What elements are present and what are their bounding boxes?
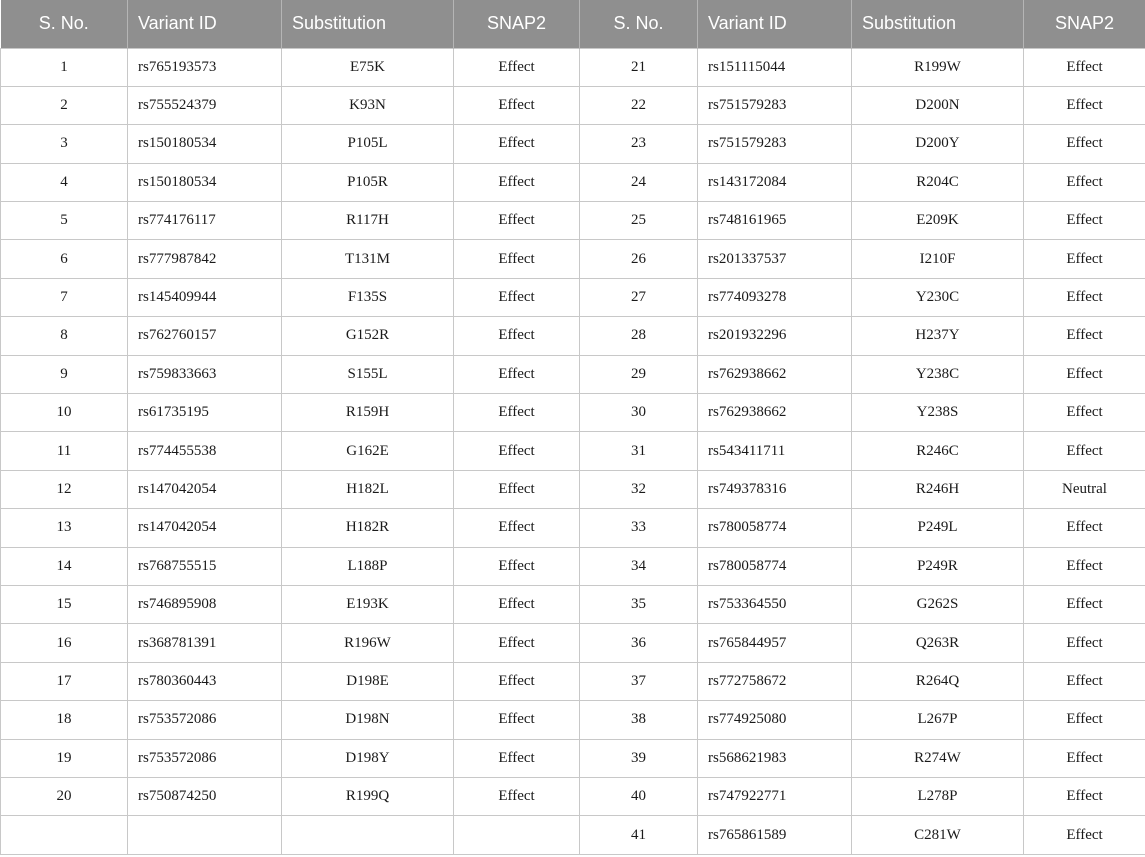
cell-substitution-left: G162E [282, 432, 454, 470]
cell-snap2-right: Effect [1024, 48, 1145, 86]
cell-substitution-left: F135S [282, 278, 454, 316]
cell-sno-left: 6 [1, 240, 128, 278]
cell-substitution-right: R264Q [852, 662, 1024, 700]
cell-substitution-left: D198Y [282, 739, 454, 777]
cell-snap2-right: Effect [1024, 701, 1145, 739]
table-row [1, 432, 1145, 470]
cell-substitution-right: E209K [852, 202, 1024, 240]
cell-substitution-right: I210F [852, 240, 1024, 278]
cell-variant-id-left: rs774176117 [128, 202, 282, 240]
cell-substitution-left: L188P [282, 547, 454, 585]
cell-variant-id-right: rs751579283 [698, 86, 852, 124]
cell-substitution-right: R246H [852, 470, 1024, 508]
cell-variant-id-left: rs746895908 [128, 585, 282, 623]
cell-sno-right: 21 [580, 48, 698, 86]
table-row [1, 240, 1145, 278]
cell-snap2-left: Effect [454, 739, 580, 777]
cell-substitution-right: Y230C [852, 278, 1024, 316]
cell-sno-right: 39 [580, 739, 698, 777]
table-row [1, 470, 1145, 508]
table-row [1, 816, 1145, 854]
table-row [1, 355, 1145, 393]
cell-variant-id-left: rs755524379 [128, 86, 282, 124]
cell-snap2-right: Effect [1024, 240, 1145, 278]
cell-snap2-left: Effect [454, 509, 580, 547]
header-substitution-right: Substitution [852, 0, 1024, 48]
cell-variant-id-left: rs145409944 [128, 278, 282, 316]
table-row [1, 163, 1145, 201]
cell-variant-id-left: rs762760157 [128, 317, 282, 355]
cell-snap2-left: Effect [454, 355, 580, 393]
cell-variant-id-right: rs753364550 [698, 585, 852, 623]
cell-snap2-left: Effect [454, 86, 580, 124]
cell-sno-left: 13 [1, 509, 128, 547]
cell-substitution-left: P105L [282, 125, 454, 163]
cell-snap2-right: Effect [1024, 739, 1145, 777]
cell-substitution-left: K93N [282, 86, 454, 124]
cell-sno-right: 26 [580, 240, 698, 278]
cell-sno-left: 4 [1, 163, 128, 201]
header-snap2-left: SNAP2 [454, 0, 580, 48]
cell-substitution-left: E75K [282, 48, 454, 86]
cell-sno-left: 19 [1, 739, 128, 777]
cell-sno-right: 23 [580, 125, 698, 163]
cell-snap2-right: Effect [1024, 278, 1145, 316]
cell-variant-id-right: rs774093278 [698, 278, 852, 316]
cell-sno-left: 7 [1, 278, 128, 316]
cell-substitution-left: D198E [282, 662, 454, 700]
cell-substitution-right: L278P [852, 777, 1024, 815]
table-row [1, 662, 1145, 700]
cell-snap2-left: Effect [454, 777, 580, 815]
table-row [1, 48, 1145, 86]
cell-sno-right: 22 [580, 86, 698, 124]
cell-variant-id-left: rs774455538 [128, 432, 282, 470]
cell-variant-id-left: rs753572086 [128, 701, 282, 739]
cell-variant-id-left: rs147042054 [128, 509, 282, 547]
cell-sno-right: 27 [580, 278, 698, 316]
table-row [1, 585, 1145, 623]
cell-snap2-right: Effect [1024, 317, 1145, 355]
cell-sno-left: 15 [1, 585, 128, 623]
cell-variant-id-right: rs568621983 [698, 739, 852, 777]
table-row [1, 777, 1145, 815]
cell-snap2-right: Effect [1024, 394, 1145, 432]
cell-sno-right: 41 [580, 816, 698, 854]
table-row [1, 394, 1145, 432]
cell-snap2-right: Effect [1024, 585, 1145, 623]
cell-sno-right: 25 [580, 202, 698, 240]
cell-substitution-left: T131M [282, 240, 454, 278]
cell-substitution-left: S155L [282, 355, 454, 393]
cell-snap2-right: Effect [1024, 547, 1145, 585]
header-sno-right: S. No. [580, 0, 698, 48]
cell-variant-id-left: rs61735195 [128, 394, 282, 432]
cell-sno-left: 2 [1, 86, 128, 124]
cell-snap2-left: Effect [454, 48, 580, 86]
cell-variant-id-left: rs368781391 [128, 624, 282, 662]
cell-variant-id-right: rs201337537 [698, 240, 852, 278]
cell-substitution-right: Q263R [852, 624, 1024, 662]
cell-variant-id-left: rs765193573 [128, 48, 282, 86]
table-row [1, 278, 1145, 316]
cell-snap2-right: Effect [1024, 432, 1145, 470]
table-row [1, 739, 1145, 777]
cell-snap2-left: Effect [454, 585, 580, 623]
cell-variant-id-right: rs751579283 [698, 125, 852, 163]
cell-variant-id-left: rs750874250 [128, 777, 282, 815]
cell-snap2-left: Effect [454, 662, 580, 700]
cell-substitution-left: H182L [282, 470, 454, 508]
table-row [1, 86, 1145, 124]
cell-variant-id-right: rs143172084 [698, 163, 852, 201]
cell-substitution-left: G152R [282, 317, 454, 355]
cell-snap2-left: Effect [454, 125, 580, 163]
header-variant-right: Variant ID [698, 0, 852, 48]
cell-variant-id-right: rs780058774 [698, 547, 852, 585]
cell-substitution-left: P105R [282, 163, 454, 201]
table-row [1, 547, 1145, 585]
cell-variant-id-left: rs768755515 [128, 547, 282, 585]
cell-sno-right: 35 [580, 585, 698, 623]
header-variant-left: Variant ID [128, 0, 282, 48]
cell-snap2-right: Effect [1024, 816, 1145, 854]
cell-sno-left: 12 [1, 470, 128, 508]
cell-substitution-left: H182R [282, 509, 454, 547]
cell-variant-id-right: rs748161965 [698, 202, 852, 240]
cell-snap2-right: Effect [1024, 125, 1145, 163]
cell-variant-id-left [128, 816, 282, 854]
cell-substitution-left: R199Q [282, 777, 454, 815]
cell-substitution-right: H237Y [852, 317, 1024, 355]
cell-sno-left [1, 816, 128, 854]
cell-snap2-left: Effect [454, 624, 580, 662]
cell-variant-id-left: rs759833663 [128, 355, 282, 393]
cell-substitution-right: Y238S [852, 394, 1024, 432]
cell-substitution-left: R196W [282, 624, 454, 662]
cell-substitution-right: C281W [852, 816, 1024, 854]
cell-snap2-right: Effect [1024, 777, 1145, 815]
cell-snap2-left [454, 816, 580, 854]
cell-sno-right: 31 [580, 432, 698, 470]
cell-sno-left: 5 [1, 202, 128, 240]
cell-snap2-left: Effect [454, 317, 580, 355]
cell-substitution-left: R159H [282, 394, 454, 432]
cell-substitution-left: R117H [282, 202, 454, 240]
cell-variant-id-right: rs201932296 [698, 317, 852, 355]
cell-sno-left: 3 [1, 125, 128, 163]
cell-substitution-right: G262S [852, 585, 1024, 623]
cell-variant-id-left: rs777987842 [128, 240, 282, 278]
cell-variant-id-right: rs747922771 [698, 777, 852, 815]
cell-variant-id-left: rs150180534 [128, 163, 282, 201]
cell-snap2-left: Effect [454, 432, 580, 470]
cell-variant-id-left: rs753572086 [128, 739, 282, 777]
cell-sno-left: 9 [1, 355, 128, 393]
cell-snap2-right: Effect [1024, 624, 1145, 662]
cell-variant-id-right: rs151115044 [698, 48, 852, 86]
cell-substitution-right: D200Y [852, 125, 1024, 163]
cell-sno-right: 34 [580, 547, 698, 585]
cell-snap2-left: Effect [454, 240, 580, 278]
table-header-row [1, 0, 1145, 48]
cell-sno-left: 11 [1, 432, 128, 470]
cell-variant-id-right: rs762938662 [698, 355, 852, 393]
cell-snap2-left: Effect [454, 470, 580, 508]
cell-snap2-right: Effect [1024, 662, 1145, 700]
cell-snap2-right: Effect [1024, 509, 1145, 547]
cell-snap2-right: Neutral [1024, 470, 1145, 508]
cell-variant-id-left: rs150180534 [128, 125, 282, 163]
cell-variant-id-right: rs772758672 [698, 662, 852, 700]
cell-variant-id-right: rs749378316 [698, 470, 852, 508]
cell-snap2-right: Effect [1024, 202, 1145, 240]
cell-snap2-left: Effect [454, 278, 580, 316]
cell-sno-left: 17 [1, 662, 128, 700]
cell-substitution-right: P249R [852, 547, 1024, 585]
cell-sno-right: 28 [580, 317, 698, 355]
cell-snap2-right: Effect [1024, 355, 1145, 393]
cell-substitution-left: E193K [282, 585, 454, 623]
cell-variant-id-right: rs765844957 [698, 624, 852, 662]
cell-substitution-right: R274W [852, 739, 1024, 777]
cell-variant-id-right: rs780058774 [698, 509, 852, 547]
cell-sno-right: 24 [580, 163, 698, 201]
header-sno-left: S. No. [1, 0, 128, 48]
table-row [1, 202, 1145, 240]
table-body [1, 48, 1145, 854]
header-substitution-left: Substitution [282, 0, 454, 48]
cell-variant-id-right: rs774925080 [698, 701, 852, 739]
cell-substitution-right: R199W [852, 48, 1024, 86]
cell-sno-right: 40 [580, 777, 698, 815]
cell-sno-right: 29 [580, 355, 698, 393]
cell-snap2-right: Effect [1024, 86, 1145, 124]
cell-substitution-right: R246C [852, 432, 1024, 470]
cell-snap2-left: Effect [454, 202, 580, 240]
cell-substitution-right: Y238C [852, 355, 1024, 393]
cell-sno-right: 38 [580, 701, 698, 739]
cell-snap2-left: Effect [454, 547, 580, 585]
cell-substitution-right: L267P [852, 701, 1024, 739]
cell-snap2-left: Effect [454, 394, 580, 432]
cell-snap2-right: Effect [1024, 163, 1145, 201]
cell-sno-right: 37 [580, 662, 698, 700]
cell-sno-left: 14 [1, 547, 128, 585]
cell-variant-id-right: rs762938662 [698, 394, 852, 432]
table-row [1, 509, 1145, 547]
cell-sno-left: 16 [1, 624, 128, 662]
cell-snap2-left: Effect [454, 701, 580, 739]
cell-substitution-left [282, 816, 454, 854]
cell-substitution-left: D198N [282, 701, 454, 739]
cell-sno-right: 32 [580, 470, 698, 508]
cell-snap2-left: Effect [454, 163, 580, 201]
header-snap2-right: SNAP2 [1024, 0, 1145, 48]
table-row [1, 624, 1145, 662]
table-row [1, 317, 1145, 355]
cell-substitution-right: R204C [852, 163, 1024, 201]
cell-sno-left: 18 [1, 701, 128, 739]
cell-variant-id-left: rs780360443 [128, 662, 282, 700]
cell-sno-left: 8 [1, 317, 128, 355]
table-row [1, 701, 1145, 739]
cell-variant-id-right: rs543411711 [698, 432, 852, 470]
cell-substitution-right: D200N [852, 86, 1024, 124]
cell-sno-right: 30 [580, 394, 698, 432]
cell-sno-left: 1 [1, 48, 128, 86]
cell-sno-left: 20 [1, 777, 128, 815]
cell-sno-left: 10 [1, 394, 128, 432]
cell-substitution-right: P249L [852, 509, 1024, 547]
table-row [1, 125, 1145, 163]
cell-variant-id-right: rs765861589 [698, 816, 852, 854]
cell-sno-right: 33 [580, 509, 698, 547]
cell-sno-right: 36 [580, 624, 698, 662]
cell-variant-id-left: rs147042054 [128, 470, 282, 508]
